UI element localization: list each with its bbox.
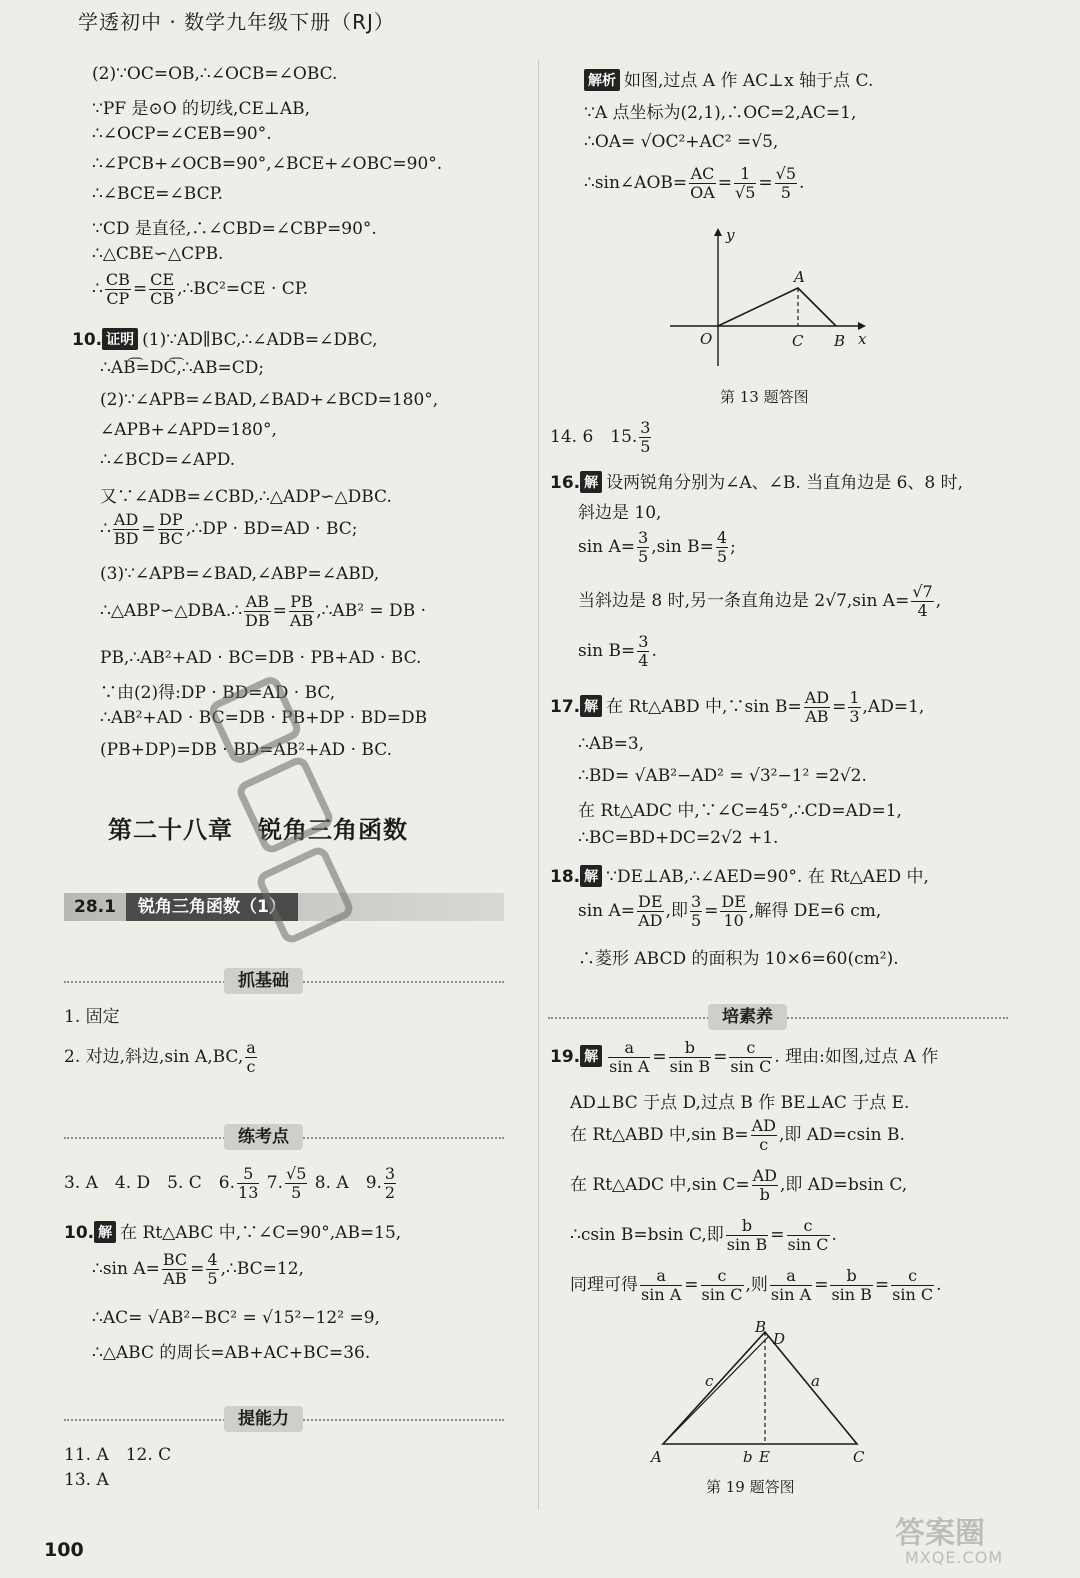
text-line: sin A= $\frac{DE}{AD}$ ,即 $\frac{3}{5}$ = $\frac{DE}{10}$ ,解得 DE=6 cm, (578, 892, 882, 930)
text-line: ∴菱形 ABCD 的面积为 10×6=60(cm²). (578, 949, 899, 969)
text-line: ∴ $\frac{AD}{BD}$ = $\frac{DP}{BC}$ ,∴DP · BD=AD · BC; (100, 510, 358, 548)
fraction: $\frac{CB}{CP}$ (105, 270, 130, 308)
question-13-analysis: 解析 如图,过点 A 作 AC⊥x 轴于点 C. (584, 66, 873, 91)
svg-text:D: D (773, 1330, 786, 1348)
text-line: ∴∠BCD=∠APD. (100, 450, 236, 470)
text-line: ∴BC=BD+DC=2√2 +1. (578, 828, 779, 848)
answer-13: 13. A (64, 1470, 109, 1490)
figure-13 (666, 226, 876, 386)
answer-1: 1. 固定 (64, 1007, 120, 1027)
text-line: ∴△ABP∽△DBA.∴ $\frac{AB}{DB}$ = $\frac{PB}{AB}$ ,∴AB² = DB · (100, 592, 426, 630)
answer-14-15: 14. 6 15. $\frac{3}{5}$ (550, 418, 651, 456)
text-line: ∵CD 是直径,∴∠CBD=∠CBP=90°. (92, 219, 377, 239)
text-line: ∴AC= √AB²−BC² = √15²−12² =9, (92, 1308, 380, 1328)
text-line: 当斜边是 8 时,另一条直角边是 2√7,sin A= $\frac{√7}{4}$ , (578, 582, 942, 620)
text-line: ∵PF 是⊙O 的切线,CE⊥AB, (92, 99, 311, 119)
svg-text:C: C (792, 332, 804, 350)
question-19: 19. 解 $\frac{a}{\text{sin A}}$ = $\frac{b}{\text{sin B}}$ = $\frac{c}{\text{sin C}}$ . 理由:如图,过点 A 作 (550, 1038, 939, 1076)
text-line: ∵A 点坐标为(2,1),∴OC=2,AC=1, (584, 103, 857, 123)
text-line: (2)∵OC=OB,∴∠OCB=∠OBC. (92, 64, 338, 84)
question-17: 17. 解 在 Rt△ABD 中,∵sin B= $\frac{AD}{AB}$ = $\frac{1}{3}$ ,AD=1, (550, 688, 925, 726)
x-arrow-icon (858, 322, 866, 330)
section-number: 28.1 (74, 897, 116, 917)
running-header: 学透初中 · 数学九年级下册（RJ） (78, 10, 395, 34)
y-arrow-icon (714, 228, 722, 236)
text-line: (3)∵∠APB=∠BAD,∠ABP=∠ABD, (100, 564, 380, 584)
watermark-logo (190, 670, 370, 990)
band-jichu: 抓基础 (64, 968, 504, 994)
svg-text:B: B (755, 1320, 767, 1336)
section-title: 锐角三角函数（1） (126, 893, 298, 921)
triangle-oab (718, 288, 836, 326)
text-line: ∴AB=3, (578, 734, 645, 754)
text-line: sin B= $\frac{3}{4}$ . (578, 632, 657, 670)
text-line: ∴sin∠AOB= $\frac{AC}{OA}$ = $\frac{1}{√5}$ = $\frac{√5}{5}$ . (584, 164, 805, 202)
analysis-tag: 解析 (584, 69, 620, 91)
chapter-title: 第二十八章 锐角三角函数 (108, 816, 408, 844)
svg-text:y: y (726, 226, 735, 244)
band-nengli: 提能力 (64, 1406, 504, 1432)
answer-11-12: 11. A 12. C (64, 1445, 172, 1465)
svg-text:C: C (853, 1448, 865, 1466)
figure-19-caption: 第 19 题答图 (706, 1478, 795, 1496)
text-line: ∴OA= √OC²+AC² =√5, (584, 132, 779, 152)
text-line: ∵由(2)得:DP · BD=AD · BC, (100, 683, 336, 703)
text-line: ∴csin B=bsin C,即 $\frac{b}{\text{sin B}}$ = $\frac{c}{\text{sin C}}$ . (570, 1216, 837, 1254)
text-line: 在 Rt△ADC 中,∵∠C=45°,∴CD=AD=1, (578, 801, 902, 821)
solution-tag: 解 (580, 1045, 602, 1067)
text-line: ∴ $\frac{CB}{CP}$ = $\frac{CE}{CB}$ ,∴BC²=CE · CP. (92, 270, 309, 308)
svg-text:b: b (743, 1448, 753, 1466)
text-line: ∴BD= √AB²−AD² = √3²−1² =2√2. (578, 766, 867, 786)
solution-tag: 解 (94, 1221, 116, 1243)
svg-text:a: a (811, 1372, 820, 1390)
text-line: AD⊥BC 于点 D,过点 B 作 BE⊥AC 于点 E. (570, 1093, 910, 1113)
text-line: ∴△ABC 的周长=AB+AC+BC=36. (92, 1343, 371, 1363)
text-line: ∴∠PCB+∠OCB=90°,∠BCE+∠OBC=90°. (92, 154, 443, 174)
fraction: $\frac{CE}{CB}$ (150, 270, 175, 308)
proof-tag: 证明 (102, 328, 138, 350)
svg-text:A: A (651, 1448, 662, 1466)
solution-tag: 解 (580, 865, 602, 887)
question-18: 18. 解 ∵DE⊥AB,∴∠AED=90°. 在 Rt△AED 中, (550, 867, 929, 887)
page-number: 100 (44, 1539, 84, 1561)
triangle-abc (663, 1332, 857, 1444)
svg-text:A: A (794, 268, 805, 286)
question-16: 16. 解 设两锐角分别为∠A、∠B. 当直角边是 6、8 时, (550, 473, 964, 493)
text-line: ∴∠BCE=∠BCP. (92, 184, 223, 204)
text-line: ∴AB͡=DC͡,∴AB=CD; (100, 358, 265, 378)
text-line: ∴∠OCP=∠CEB=90°. (92, 124, 272, 144)
band-kaodian: 练考点 (64, 1124, 504, 1150)
figure-13-caption: 第 13 题答图 (720, 388, 809, 406)
text-line: ∴AB²+AD · BC=DB · PB+DP · BD=DB (100, 708, 428, 728)
column-divider (538, 60, 539, 1510)
answer-line: 3. A 4. D 5. C 6. $\frac{5}{13}$ 7. $\frac{√5}{5}$ 8. A 9. $\frac{3}{2}$ (64, 1164, 396, 1202)
text-line: ∠APB+∠APD=180°, (100, 420, 277, 440)
question-10-proof: 10. 证明 (1)∵AD∥BC,∴∠ADB=∠DBC, (72, 330, 378, 350)
text-line: 同理可得 $\frac{a}{\text{sin A}}$ = $\frac{c}{\text{sin C}}$ ,则 $\frac{a}{\text{sin A}}$ = $\frac{b}{\text{sin B}}$ = $\frac{c}{\text{sin C}}$ . (570, 1266, 942, 1304)
altitude-ad (663, 1336, 769, 1444)
svg-text:O: O (700, 330, 713, 348)
solution-tag: 解 (580, 695, 602, 717)
text-line: (PB+DP)=DB · BD=AB²+AD · BC. (100, 740, 393, 760)
text-line: 又∵∠ADB=∠CBD,∴△ADP∽△DBC. (100, 487, 392, 507)
text-line: 在 Rt△ADC 中,sin C= $\frac{AD}{b}$ ,即 AD=bsin C, (570, 1166, 908, 1204)
figure-19 (645, 1320, 885, 1480)
text-line: (2)∵∠APB=∠BAD,∠BAD+∠BCD=180°, (100, 390, 439, 410)
svg-text:c: c (705, 1372, 714, 1390)
svg-text:B: B (834, 332, 846, 350)
solution-tag: 解 (580, 471, 602, 493)
text-line: 在 Rt△ABD 中,sin B= $\frac{AD}{c}$ ,即 AD=csin B. (570, 1116, 905, 1154)
svg-text:E: E (759, 1448, 770, 1466)
question-10-solution: 10. 解 在 Rt△ABC 中,∵∠C=90°,AB=15, (64, 1223, 402, 1243)
watermark-url: MXQE.COM (905, 1548, 1004, 1567)
watermark-site: 答案圈 (895, 1516, 985, 1551)
band-suyang: 培素养 (548, 1004, 1008, 1030)
text-line: sin A= $\frac{3}{5}$ ,sin B= $\frac{4}{5}$ ; (578, 528, 736, 566)
text-line: ∴△CBE∽△CPB. (92, 244, 224, 264)
text-line: PB,∴AB²+AD · BC=DB · PB+AD · BC. (100, 648, 422, 668)
text-line: 斜边是 10, (578, 503, 662, 523)
svg-text:x: x (858, 330, 867, 348)
answer-2: 2. 对边,斜边,sin A,BC, $\frac{a}{c}$ (64, 1038, 256, 1076)
text-line: ∴sin A= $\frac{BC}{AB}$ = $\frac{4}{5}$ ,∴BC=12, (92, 1250, 304, 1288)
